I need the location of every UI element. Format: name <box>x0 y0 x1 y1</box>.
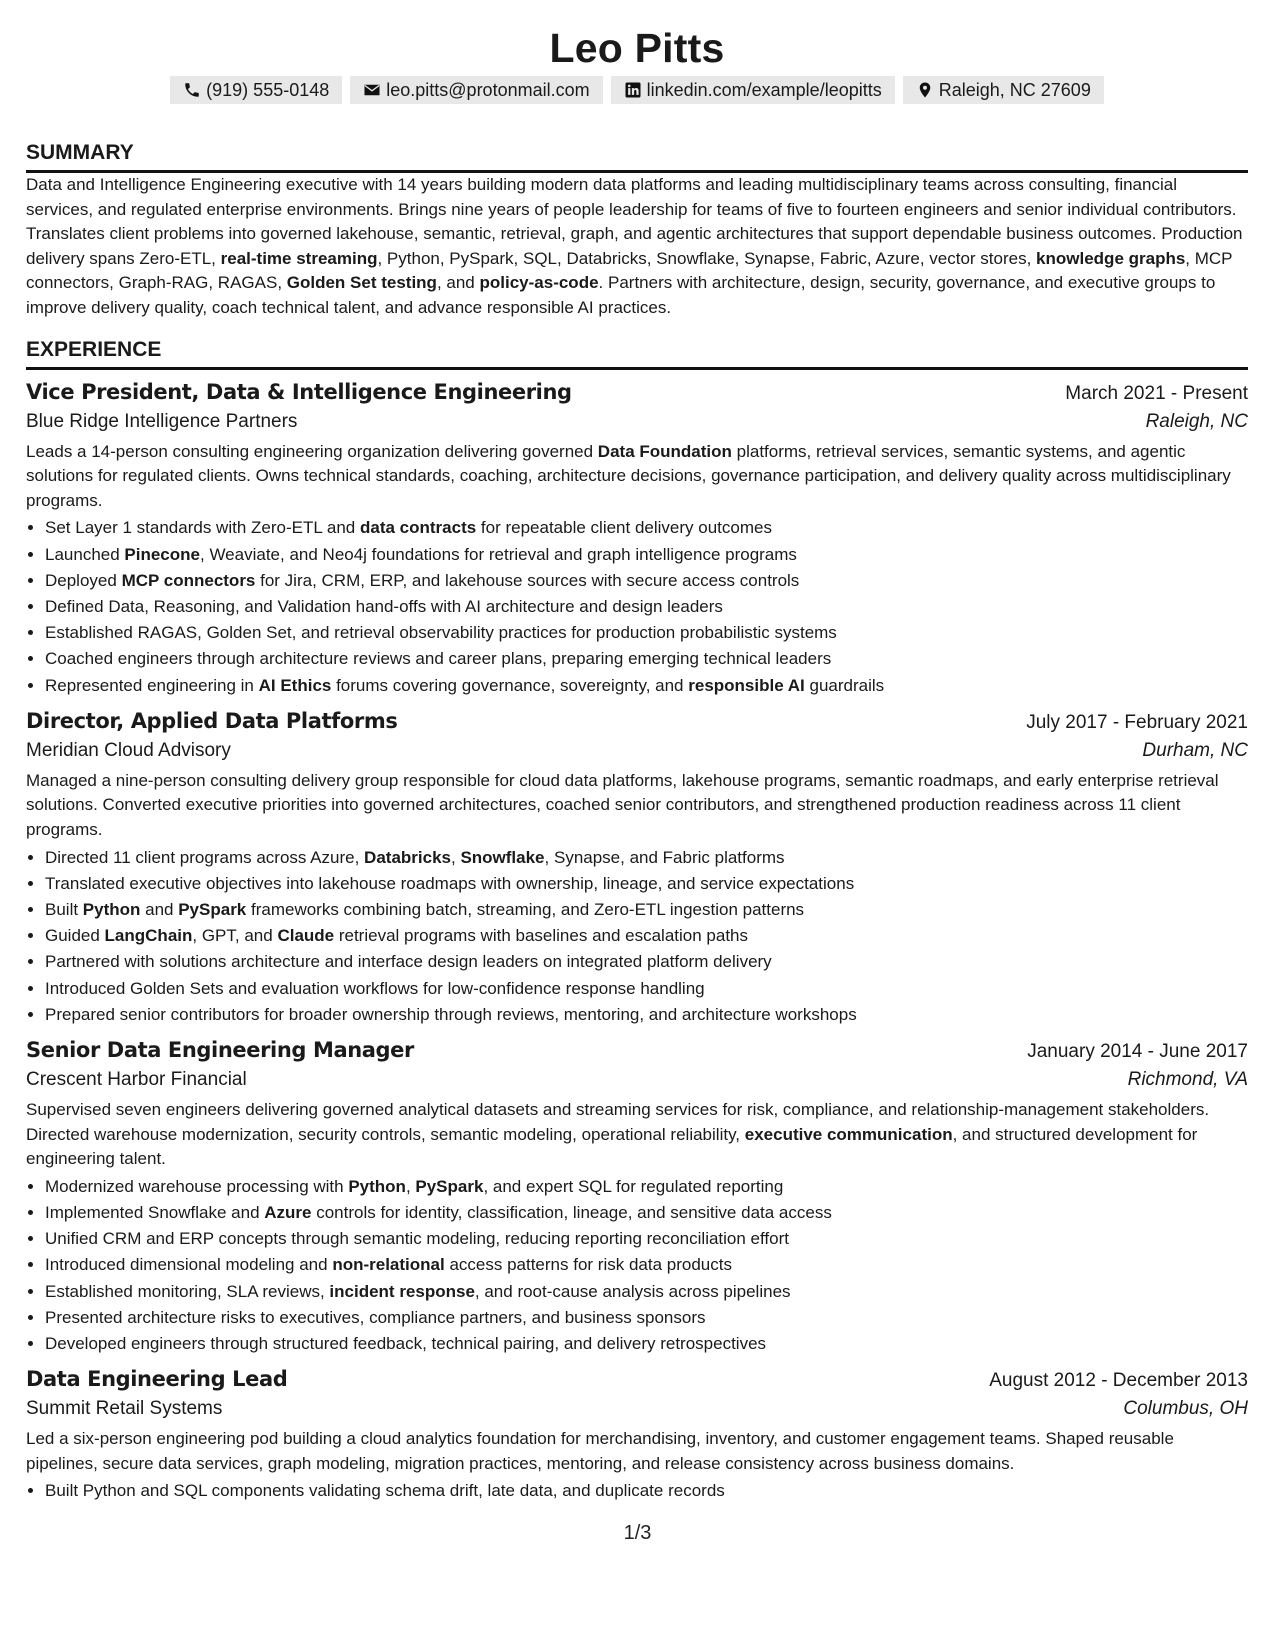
job-bullets <box>26 1174 1248 1357</box>
page-indicator: 1/3 <box>623 1522 652 1544</box>
job-bullets <box>26 1478 1248 1504</box>
linkedin-text: linkedin.com/example/leopitts <box>646 80 882 100</box>
text-segment: , <box>450 847 461 867</box>
bold-keyword: data contracts <box>359 518 477 538</box>
text-segment: Coached engineers through architecture reviews and career plans, preparing emerging technical leaders <box>45 649 832 669</box>
bold-keyword: PySpark <box>415 1176 484 1196</box>
bold-keyword: responsible AI <box>688 675 805 695</box>
text-segment: , and <box>436 273 480 293</box>
bullet-item <box>45 1305 1248 1331</box>
bullet-item <box>45 871 1248 897</box>
job-location: Columbus, OH <box>1123 1398 1248 1420</box>
text-segment: Represented engineering in <box>45 675 259 695</box>
text-segment: forums covering governance, sovereignty, and <box>331 675 689 695</box>
text-segment: Implemented Snowflake and <box>45 1202 265 1222</box>
bold-keyword: Python <box>82 899 141 919</box>
company-name: Crescent Harbor Financial <box>26 1068 247 1090</box>
envelope-icon <box>363 81 381 99</box>
text-segment: Introduced Golden Sets and evaluation workflows for low-confidence response handling <box>45 978 705 998</box>
job-dates: March 2021 - Present <box>1065 382 1248 404</box>
contact-email[interactable] <box>350 76 602 104</box>
email-text: leo.pitts@protonmail.com <box>386 80 590 100</box>
bold-keyword: incident response <box>329 1281 475 1301</box>
bold-keyword: MCP connectors <box>121 570 256 590</box>
text-segment: Unified CRM and ERP concepts through semantic modeling, reducing reporting reconciliation effort <box>45 1229 789 1249</box>
bullet-item <box>45 646 1248 672</box>
text-segment: Managed a nine-person consulting delivery group responsible for cloud data platforms, lakehouse programs, semantic roadmaps, and early enterprise retrieval solutions. Converted executive priorities into governed architectures, coached senior contributors, and strengthened production readiness across 11 client programs. <box>26 770 1219 839</box>
text-segment: Built Python and SQL components validating schema drift, late data, and duplicate records <box>45 1481 725 1501</box>
section-title-experience: EXPERIENCE <box>26 337 162 361</box>
job-dates: August 2012 - December 2013 <box>989 1370 1248 1392</box>
text-segment: , and expert SQL for regulated reporting <box>483 1176 784 1196</box>
job-description <box>26 1098 1248 1172</box>
bullet-item <box>45 1279 1248 1305</box>
bullet-item <box>45 673 1248 699</box>
bold-keyword: AI Ethics <box>258 675 332 695</box>
job-location: Raleigh, NC <box>1145 410 1248 432</box>
job-description <box>26 769 1248 843</box>
summary-text <box>26 173 1248 321</box>
bold-keyword: executive communication <box>744 1124 953 1144</box>
bold-keyword: Claude <box>277 926 335 946</box>
job-title: Director, Applied Data Platforms <box>26 708 398 733</box>
company-name: Blue Ridge Intelligence Partners <box>26 410 298 432</box>
job-title: Vice President, Data & Intelligence Engineering <box>26 379 572 404</box>
bullet-item <box>45 923 1248 949</box>
text-segment: platforms, retrieval services, semantic systems, and agentic solutions for regulated clients. Owns technical standards, coaching, architecture decisions, governance participation, and delivery quality across multidisciplinary programs. <box>26 441 1231 510</box>
job-description <box>26 1427 1248 1476</box>
contact-phone[interactable] <box>170 76 342 104</box>
bullet-item <box>45 515 1248 541</box>
job-dates: January 2014 - June 2017 <box>1027 1040 1248 1062</box>
bullet-item <box>45 542 1248 568</box>
candidate-name: Leo Pitts <box>549 25 725 71</box>
job-bullets <box>26 515 1248 698</box>
text-segment: , <box>405 1176 416 1196</box>
bold-keyword: LangChain <box>104 926 193 946</box>
bold-keyword: Pinecone <box>124 544 200 564</box>
bullet-item <box>45 1331 1248 1357</box>
phone-icon <box>183 81 201 99</box>
bold-keyword: real-time streaming <box>220 248 378 268</box>
bold-keyword: Golden Set testing <box>286 273 437 293</box>
text-segment: Developed engineers through structured feedback, technical pairing, and delivery retrospectives <box>45 1333 767 1353</box>
text-segment: Partnered with solutions architecture and interface design leaders on integrated platform delivery <box>45 952 772 972</box>
location-text: Raleigh, NC 27609 <box>938 80 1091 100</box>
bullet-item <box>45 1002 1248 1028</box>
text-segment: Introduced dimensional modeling and <box>45 1255 333 1275</box>
job-description <box>26 440 1248 514</box>
text-segment: Launched <box>45 544 125 564</box>
text-segment: Set Layer 1 standards with Zero-ETL and <box>45 518 360 538</box>
text-segment: Established monitoring, SLA reviews, <box>45 1281 330 1301</box>
bullet-item <box>45 897 1248 923</box>
bold-keyword: PySpark <box>178 899 247 919</box>
text-segment: Supervised seven engineers delivering governed analytical datasets and streaming services for risk, compliance, and relationship-management stakeholders. Directed warehouse modernization, security controls, semantic modeling, operational reliability, <box>26 1099 1210 1144</box>
job-bullets <box>26 845 1248 1028</box>
text-segment: Led a six-person engineering pod building a cloud analytics foundation for merchandising, inventory, and customer engagement teams. Shaped reusable pipelines, secure data services, graph modeling, migration practices, mentoring, and release consistency across business domains. <box>26 1429 1174 1473</box>
bullet-item <box>45 1226 1248 1252</box>
job-entry <box>26 1363 1248 1504</box>
text-segment: access patterns for risk data products <box>444 1255 732 1275</box>
map-pin-icon <box>916 81 934 99</box>
bold-keyword: Python <box>348 1176 406 1196</box>
job-title: Data Engineering Lead <box>26 1367 288 1392</box>
bold-keyword: Databricks <box>364 847 451 867</box>
text-segment: Established RAGAS, Golden Set, and retrieval observability practices for production probabilistic systems <box>45 623 837 643</box>
text-segment: Leads a 14-person consulting engineering organization delivering governed <box>26 441 598 461</box>
text-segment: , and root-cause analysis across pipelines <box>474 1281 791 1301</box>
text-segment: for Jira, CRM, ERP, and lakehouse sources with secure access controls <box>255 570 800 590</box>
text-segment: guardrails <box>804 675 885 695</box>
job-location: Richmond, VA <box>1127 1068 1248 1090</box>
job-location: Durham, NC <box>1142 739 1248 761</box>
bold-keyword: Data Foundation <box>597 441 732 461</box>
linkedin-icon <box>624 81 642 99</box>
bullet-item <box>45 594 1248 620</box>
bullet-item <box>45 1478 1248 1504</box>
job-entry <box>26 705 1248 1028</box>
company-name: Summit Retail Systems <box>26 1398 223 1420</box>
job-entry <box>26 1034 1248 1357</box>
company-name: Meridian Cloud Advisory <box>26 739 231 761</box>
text-segment: Deployed <box>45 570 122 590</box>
bold-keyword: knowledge graphs <box>1036 248 1186 268</box>
bold-keyword: non-relational <box>332 1255 445 1275</box>
bullet-item <box>45 1174 1248 1200</box>
summary-section <box>26 138 1248 321</box>
text-segment: and <box>140 899 179 919</box>
bold-keyword: policy-as-code <box>479 273 599 293</box>
text-segment: Guided <box>45 926 105 946</box>
text-segment: Presented architecture risks to executives, compliance partners, and business sponsors <box>45 1307 706 1327</box>
contact-bar <box>26 76 1248 104</box>
text-segment: , GPT, and <box>192 926 278 946</box>
text-segment: . Partners with architecture, design, security, governance, and executive groups to improve delivery quality, coach technical talent, and advance responsible AI practices. <box>26 273 1216 317</box>
text-segment: for repeatable client delivery outcomes <box>476 518 772 538</box>
text-segment: Modernized warehouse processing with <box>45 1176 349 1196</box>
job-title: Senior Data Engineering Manager <box>26 1037 414 1062</box>
resume-page <box>26 22 1248 1505</box>
experience-section <box>26 335 1248 1505</box>
text-segment: Directed 11 client programs across Azure, <box>45 847 365 867</box>
contact-location <box>903 76 1104 104</box>
text-segment: Translated executive objectives into lakehouse roadmaps with ownership, lineage, and service expectations <box>45 873 855 893</box>
bullet-item <box>45 1252 1248 1278</box>
section-title-summary: SUMMARY <box>26 141 134 164</box>
bold-keyword: Azure <box>264 1202 312 1222</box>
text-segment: Data and Intelligence Engineering executive with 14 years building modern data platforms and leading multidisciplinary teams across consulting, financial services, and regulated enterprise environments. Brings nine years of people leadership for teams of five to fourteen engineers and senior individual contributors. Translates client problems into governed lakehouse, semantic, retrieval, graph, and agentic architectures that support dependable business outcomes. Production delivery spans Zero-ETL, <box>26 175 1243 268</box>
phone-text: (919) 555-0148 <box>206 80 330 100</box>
contact-linkedin[interactable] <box>611 76 895 104</box>
bullet-item <box>45 949 1248 975</box>
bullet-item <box>45 1200 1248 1226</box>
text-segment: retrieval programs with baselines and escalation paths <box>334 926 749 946</box>
section-divider <box>26 367 1248 370</box>
bullet-item <box>45 568 1248 594</box>
text-segment: , Weaviate, and Neo4j foundations for retrieval and graph intelligence programs <box>200 544 797 564</box>
text-segment: Defined Data, Reasoning, and Validation hand-offs with AI architecture and design leaders <box>45 596 723 616</box>
text-segment: frameworks combining batch, streaming, and Zero-ETL ingestion patterns <box>246 899 805 919</box>
text-segment: Prepared senior contributors for broader ownership through reviews, mentoring, and architecture workshops <box>45 1004 857 1024</box>
text-segment: , Python, PySpark, SQL, Databricks, Snowflake, Synapse, Fabric, Azure, vector stores, <box>377 248 1037 268</box>
text-segment: controls for identity, classification, lineage, and sensitive data access <box>311 1202 832 1222</box>
bullet-item <box>45 620 1248 646</box>
bold-keyword: Snowflake <box>460 847 545 867</box>
bullet-item <box>45 845 1248 871</box>
text-segment: , and structured development for engineering talent. <box>26 1124 1198 1169</box>
bullet-item <box>45 976 1248 1002</box>
job-entry <box>26 376 1248 699</box>
text-segment: , MCP connectors, Graph-RAG, RAGAS, <box>26 248 1233 293</box>
text-segment: , Synapse, and Fabric platforms <box>544 847 785 867</box>
job-dates: July 2017 - February 2021 <box>1026 711 1248 733</box>
text-segment: Built <box>45 899 83 919</box>
